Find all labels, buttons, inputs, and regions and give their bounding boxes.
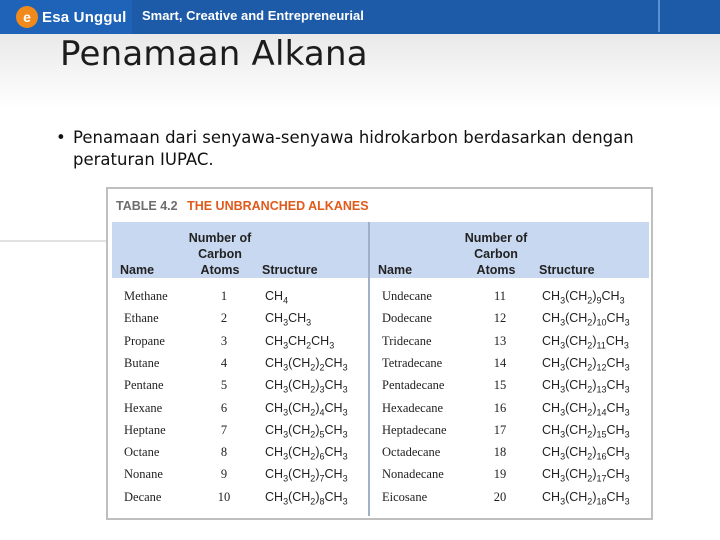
divider-line [0, 240, 106, 242]
carbon-count: 12 [493, 311, 507, 326]
bottom-bar [0, 520, 720, 540]
structure-formula: $CH_3(CH_2)_5CH_3$ [265, 422, 348, 440]
alkane-name: Nonadecane [382, 467, 444, 482]
alkane-name: Dodecane [382, 311, 432, 326]
table-name: THE UNBRANCHED ALKANES [187, 199, 369, 213]
table-row [112, 398, 649, 420]
bullet-text: Penamaan dari senyawa-senyawa hidrokarbon berdasarkan dengan peraturan IUPAC. [73, 128, 634, 169]
table-title [116, 199, 369, 213]
alkane-name: Pentane [124, 378, 164, 393]
carbon-count: 18 [493, 445, 507, 460]
carbon-count: 20 [493, 489, 507, 504]
logo-text: Esa Unggul [42, 8, 127, 26]
top-banner [0, 0, 720, 34]
alkane-name: Eicosane [382, 489, 428, 504]
header-structure-right: Structure [539, 263, 595, 277]
alkane-name: Decane [124, 489, 162, 504]
structure-formula: $CH_3(CH_2)_{11}CH_3$ [542, 333, 629, 351]
carbon-count: 9 [220, 467, 228, 482]
carbon-count: 5 [220, 378, 228, 393]
table-label: TABLE 4.2 [116, 199, 178, 213]
header-structure-left: Structure [262, 263, 318, 277]
structure-formula: $CH_3(CH_2)_{14}CH_3$ [542, 400, 630, 417]
header-name-left: Name [120, 263, 155, 277]
slide-title: Penamaan Alkana [60, 34, 368, 74]
carbon-count: 19 [493, 467, 507, 482]
table-row [112, 308, 649, 330]
tagline: Smart, Creative and Entrepreneurial [142, 8, 364, 23]
alkane-name: Heptadecane [382, 422, 447, 437]
header-carbon-right: Number of Carbon Atoms [464, 231, 528, 277]
alkane-name: Tetradecane [382, 355, 443, 370]
structure-formula: $CH_3(CH_2)_8CH_3$ [265, 489, 348, 507]
alkane-name: Octadecane [382, 445, 441, 460]
structure-formula: $CH_3(CH_2)_{15}CH_3$ [542, 422, 630, 440]
structure-formula: $CH_3(CH_2)_{13}CH_3$ [542, 378, 630, 395]
carbon-count: 4 [220, 355, 228, 370]
carbon-count: 7 [220, 422, 228, 437]
carbon-count: 2 [220, 311, 228, 326]
carbon-count: 8 [220, 445, 228, 460]
structure-formula: $CH_3(CH_2)_{17}CH_3$ [542, 467, 630, 484]
table-row [112, 353, 649, 375]
table-row [112, 375, 649, 397]
alkane-name: Ethane [124, 311, 159, 326]
table-row [112, 286, 649, 308]
carbon-count: 3 [220, 333, 228, 348]
structure-formula: $CH_3(CH_2)_6CH_3$ [265, 445, 348, 462]
structure-formula: $CH_3(CH_2)_{10}CH_3$ [542, 311, 630, 328]
table-row [112, 464, 649, 486]
structure-formula: $CH_3(CH_2)_{18}CH_3$ [542, 489, 630, 507]
alkane-name: Heptane [124, 422, 166, 437]
alkane-name: Tridecane [382, 333, 432, 348]
structure-formula: $CH_3(CH_2)_7CH_3$ [265, 467, 348, 484]
frame-line [658, 0, 660, 32]
structure-formula: $CH_3CH_2CH_3$ [265, 333, 335, 351]
alkane-name: Butane [124, 355, 160, 370]
structure-formula: $CH_3(CH_2)_2CH_3$ [265, 355, 348, 373]
alkane-name: Hexane [124, 400, 163, 415]
structure-formula: $CH_3(CH_2)_9CH_3$ [542, 289, 625, 306]
carbon-count: 14 [493, 355, 507, 370]
table-row [112, 331, 649, 353]
carbon-count: 6 [220, 400, 228, 415]
bullet-icon: • [56, 128, 66, 147]
alkane-name: Octane [124, 445, 160, 460]
logo [16, 5, 127, 29]
structure-formula: $CH_3(CH_2)_{16}CH_3$ [542, 445, 630, 462]
structure-formula: $CH_3(CH_2)_{12}CH_3$ [542, 355, 630, 373]
table-row [112, 442, 649, 464]
alkane-name: Hexadecane [382, 400, 444, 415]
alkane-name: Methane [124, 289, 168, 303]
table-row [112, 420, 649, 442]
header-carbon-left: Number of Carbon Atoms [188, 231, 252, 277]
alkane-name: Nonane [124, 467, 163, 482]
structure-formula: $CH_3CH_3$ [265, 311, 312, 328]
structure-formula: $CH_4$ [265, 289, 289, 306]
header-name-right: Name [378, 263, 413, 277]
bullet-item [56, 127, 656, 171]
carbon-count: 10 [217, 489, 231, 504]
structure-formula: $CH_3(CH_2)_4CH_3$ [265, 400, 348, 417]
alkane-name: Pentadecane [382, 378, 445, 393]
carbon-count: 15 [493, 378, 507, 393]
carbon-count: 16 [493, 400, 507, 415]
alkane-name: Undecane [382, 289, 432, 303]
carbon-count: 1 [220, 289, 228, 303]
carbon-count: 13 [493, 333, 507, 348]
alkanes-table [106, 187, 653, 520]
carbon-count: 17 [493, 422, 507, 437]
structure-formula: $CH_3(CH_2)_3CH_3$ [265, 378, 348, 395]
table-row [112, 487, 649, 509]
logo-icon: e [16, 6, 38, 28]
carbon-count: 11 [493, 289, 507, 303]
alkane-name: Propane [124, 333, 165, 348]
